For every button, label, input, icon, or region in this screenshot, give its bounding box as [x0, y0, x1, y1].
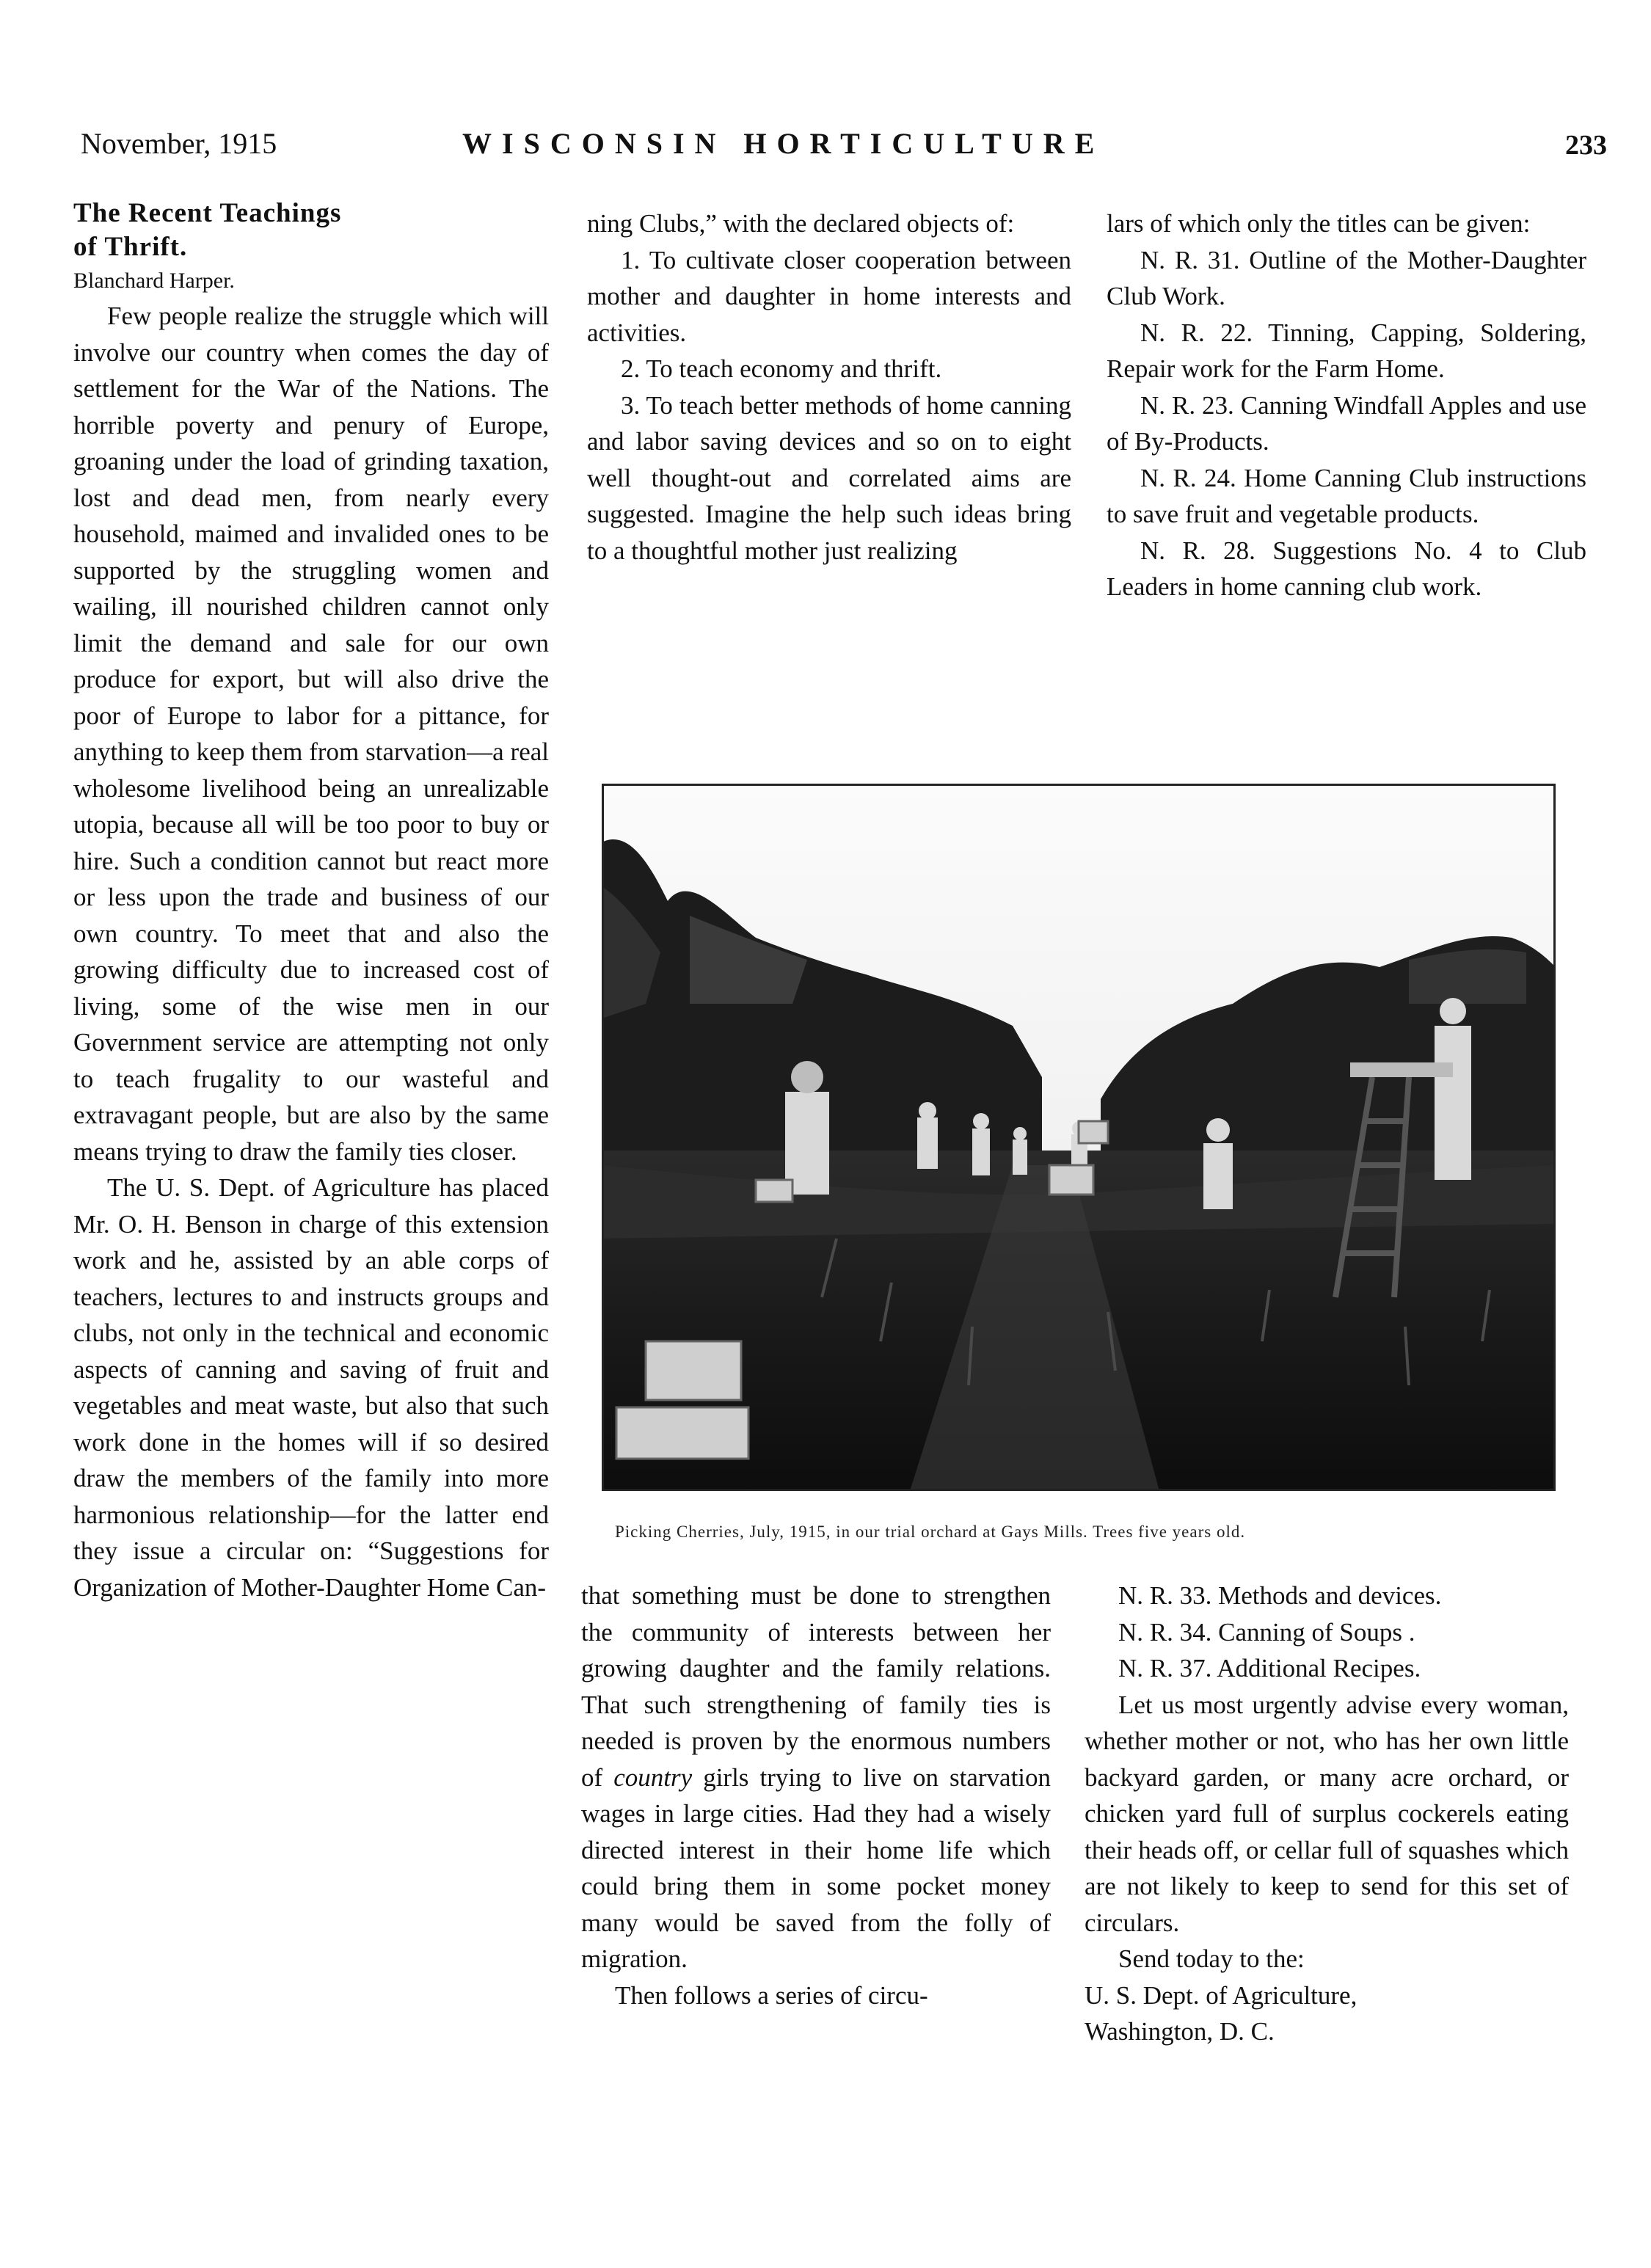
- paragraph: ning Clubs,” with the declared objects of:: [587, 209, 1015, 238]
- circular-item: N. R. 28. Suggestions No. 4 to Club Leaders in home canning club work.: [1107, 536, 1586, 601]
- orchard-photo: [602, 784, 1556, 1491]
- column-3-top: [1107, 205, 1586, 605]
- address-line: U. S. Dept. of Agriculture,: [1085, 1980, 1357, 2010]
- article-author: Blanchard Harper.: [73, 269, 235, 293]
- header-date: November, 1915: [81, 127, 277, 160]
- orchard-photo-image: [602, 784, 1556, 1491]
- circular-item: N. R. 33. Methods and devices.: [1118, 1581, 1442, 1610]
- list-item: 2. To teach economy and thrift.: [621, 354, 942, 383]
- paragraph: The U. S. Dept. of Agriculture has placed Mr. O. H. Benson in charge of this extension work and he, assisted by an able corps of teachers, lectures to and instructs groups and clubs, not only in the technical and economic aspects of canning and saving of fruit and vegetables and meat waste, but also that such work done in the homes will if so desired draw the members of the family into more harmonious relationship—for the latter end they issue a circular on: “Suggestions for Organization of Mother-Daughter Home Can-: [73, 1173, 549, 1602]
- paragraph: Then follows a series of circu-: [615, 1980, 928, 2010]
- paragraph: lars of which only the titles can be given:: [1107, 209, 1531, 238]
- circular-item: N. R. 34. Canning of Soups .: [1118, 1617, 1415, 1647]
- paragraph-text: that something must be done to strengthen the community of interests between her growing daughter and the family relations. That such strengthening of family ties is needed is proven by the enormous numbers of: [581, 1581, 1051, 1792]
- circular-item: N. R. 24. Home Canning Club instructions to save fruit and vegetable products.: [1107, 463, 1586, 528]
- address-line: Washington, D. C.: [1085, 2017, 1275, 2046]
- column-1: [73, 197, 549, 1605]
- article-title-line-1: The Recent Teachings: [73, 198, 342, 228]
- circular-item: N. R. 37. Additional Recipes.: [1118, 1654, 1421, 1682]
- list-item: 3. To teach better methods of home canning and labor saving devices and so on to eight well thought-out and correlated aims are suggested. Imagine the help such ideas bring to a thoughtful mother just realizing: [587, 390, 1071, 565]
- photo-caption: Picking Cherries, July, 1915, in our trial orchard at Gays Mills. Trees five years old.: [615, 1523, 1246, 1541]
- circular-item: N. R. 22. Tinning, Capping, Soldering, Repair work for the Farm Home.: [1107, 318, 1586, 383]
- article-title-line-2: of Thrift.: [73, 232, 188, 262]
- column-2-bottom: [581, 1578, 1051, 2013]
- list-item: 1. To cultivate closer cooperation between mother and daughter in home interests and activities.: [587, 245, 1071, 347]
- paragraph-text: girls trying to live on starvation wages in large cities. Had they had a wisely directed interest in their home life which could bring them in some pocket money many would be saved from the folly of migration.: [581, 1762, 1052, 1973]
- paragraph: Send today to the:: [1118, 1944, 1305, 1973]
- paragraph: Few people realize the struggle which will involve our country when comes the day of settlement for the War of the Nations. The horrible poverty and penury of Europe, groaning under the load of grinding taxation, lost and dead men, from nearly every household, maimed and invalided ones to be supported by the struggling women and wailing, ill nourished children cannot only limit the demand and sale for our own produce for export, but will also drive the poor of Europe to labor for a pittance, for anything to keep them from starvation—a real wholesome livelihood being an unrealizable utopia, because all will be too poor to buy or hire. Such a condition cannot but react more or less upon the trade and business of our own country. To meet that and also the growing difficulty due to increased cost of living, some of the wise men in our Government service are attempting not only to teach frugality to our wasteful and extravagant people, but are also by the same means trying to draw the family ties closer.: [73, 302, 549, 1166]
- running-header: [81, 126, 1607, 170]
- column-3-bottom: [1085, 1578, 1569, 2050]
- column-2-top: [587, 205, 1071, 569]
- journal-title: WISCONSIN HORTICULTURE: [462, 127, 1105, 160]
- circular-item: N. R. 31. Outline of the Mother-Daughter Club Work.: [1107, 245, 1586, 310]
- paragraph: Let us most urgently advise every woman, whether mother or not, who has her own little backyard garden, or many acre orchard, or chicken yard full of surplus cockerels eating their heads off, or cellar full of squashes which are not likely to keep to send for this set of circulars.: [1085, 1690, 1569, 1937]
- paragraph: [581, 1578, 1051, 1977]
- italic-word: country: [613, 1762, 693, 1792]
- page-number: 233: [1565, 130, 1607, 161]
- circular-item: N. R. 23. Canning Windfall Apples and use of By-Products.: [1107, 390, 1586, 456]
